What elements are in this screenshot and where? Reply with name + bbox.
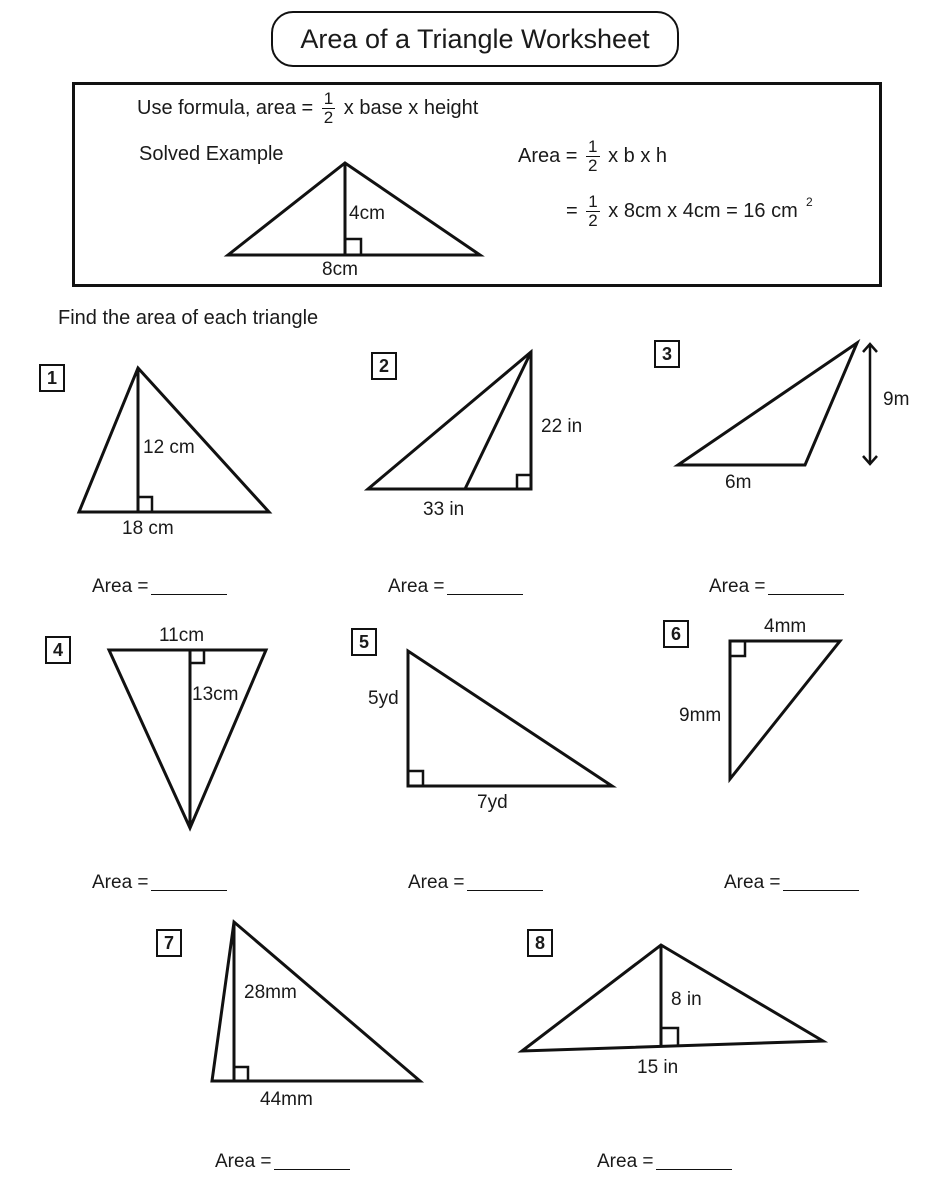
example-base-label: 8cm	[322, 259, 358, 280]
problem-3-base-label: 6m	[725, 472, 752, 493]
step2-prefix: =	[566, 199, 578, 222]
problem-4-base-label: 11cm	[159, 625, 205, 646]
area-label: Area =	[92, 872, 149, 893]
problem-8-base-label: 15 in	[637, 1057, 679, 1078]
problem-1-height-label: 12 cm	[143, 437, 195, 458]
step2-numerator: 1	[588, 192, 598, 211]
step1-denominator: 2	[588, 156, 598, 175]
answer-blank[interactable]	[151, 594, 227, 595]
problem-2-height-label: 22 in	[541, 416, 583, 437]
solved-example-label: Solved Example	[139, 143, 284, 165]
area-label: Area =	[597, 1151, 654, 1172]
problem-7-base-label: 44mm	[260, 1089, 313, 1110]
problem-7-answer[interactable]	[215, 1151, 350, 1173]
problem-7-height-label: 28mm	[244, 982, 297, 1003]
worksheet-title-text: Area of a Triangle Worksheet	[300, 23, 650, 54]
area-label: Area =	[408, 872, 465, 893]
formula-suffix: x base x height	[343, 96, 479, 119]
problem-number-8	[527, 929, 553, 957]
problem-1-number: 1	[46, 367, 57, 388]
problem-number-3	[654, 340, 680, 368]
answer-blank[interactable]	[768, 594, 844, 595]
answer-blank[interactable]	[447, 594, 523, 595]
fraction-denominator: 2	[323, 108, 334, 127]
problem-7-number: 7	[163, 932, 174, 953]
area-label: Area =	[724, 872, 781, 893]
triangle-4	[109, 650, 266, 828]
height-arrow-3	[863, 344, 877, 464]
step1-numerator: 1	[588, 137, 598, 156]
problem-2-number: 2	[378, 355, 389, 376]
problem-number-4	[45, 636, 71, 664]
problem-5-height-label: 5yd	[368, 688, 399, 709]
problem-5-number: 5	[358, 631, 369, 652]
area-label: Area =	[215, 1151, 272, 1172]
problem-4-height-label: 13cm	[192, 684, 239, 705]
triangle-5	[408, 651, 612, 786]
problem-1-base-label: 18 cm	[122, 518, 174, 539]
problem-number-1	[39, 364, 65, 392]
step2-exponent: 2	[806, 195, 813, 209]
problem-8-answer[interactable]	[597, 1151, 732, 1173]
area-label: Area =	[388, 576, 445, 597]
problem-number-2	[371, 352, 397, 380]
formula-prefix: Use formula, area =	[137, 96, 314, 119]
triangle-6	[730, 641, 840, 779]
area-label: Area =	[709, 576, 766, 597]
answer-blank[interactable]	[783, 890, 859, 891]
problem-number-7	[156, 929, 182, 957]
problem-4-answer[interactable]	[92, 872, 227, 894]
step2-denominator: 2	[588, 211, 598, 230]
problem-5-base-label: 7yd	[477, 792, 508, 813]
problem-6-number: 6	[670, 623, 681, 644]
step2-suffix: x 8cm x 4cm = 16 cm	[608, 199, 798, 222]
fraction-numerator: 1	[323, 89, 334, 108]
problem-6-height-label: 9mm	[679, 705, 722, 726]
problem-3-height-label: 9m	[883, 389, 910, 410]
problem-5-answer[interactable]	[408, 872, 543, 894]
area-label: Area =	[92, 576, 149, 597]
problem-number-6	[663, 620, 689, 648]
problem-number-5	[351, 628, 377, 656]
problem-2-base-label: 33 in	[423, 499, 465, 520]
problem-4-number: 4	[52, 639, 63, 660]
problem-1-answer[interactable]	[92, 576, 227, 598]
answer-blank[interactable]	[151, 890, 227, 891]
problem-2-answer[interactable]	[388, 576, 523, 598]
problem-8-number: 8	[534, 932, 545, 953]
problem-3-answer[interactable]	[709, 576, 844, 598]
problem-8-height-label: 8 in	[671, 989, 702, 1010]
instructions: Find the area of each triangle	[58, 307, 319, 329]
answer-blank[interactable]	[274, 1169, 350, 1170]
step1-prefix: Area =	[518, 144, 578, 167]
problem-3-number: 3	[661, 343, 672, 364]
step1-suffix: x b x h	[608, 144, 667, 167]
problem-6-base-label: 4mm	[764, 616, 807, 637]
example-height-label: 4cm	[349, 203, 385, 224]
answer-blank[interactable]	[467, 890, 543, 891]
answer-blank[interactable]	[656, 1169, 732, 1170]
problem-6-answer[interactable]	[724, 872, 859, 894]
triangle-3	[678, 343, 857, 465]
